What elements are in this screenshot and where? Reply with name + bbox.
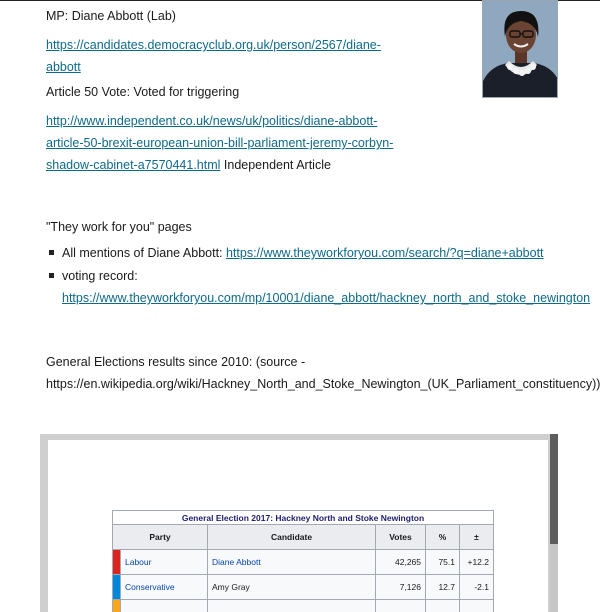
candidate-link[interactable]: Diane Abbott xyxy=(212,557,261,567)
list-item xyxy=(46,265,591,309)
twfy-heading: "They work for you" pages xyxy=(46,220,192,234)
candidate-link-line2[interactable]: abbott xyxy=(46,60,81,74)
scrollbar-thumb[interactable] xyxy=(550,434,558,544)
candidate-link-line1[interactable]: https://candidates.democracyclub.org.uk/person/2567/diane- xyxy=(46,38,381,52)
party-cell xyxy=(121,550,208,575)
mp-heading: MP: Diane Abbott (Lab) xyxy=(46,9,176,23)
change-cell: -2.1 xyxy=(460,575,494,600)
voting-record-label: voting record: xyxy=(62,269,138,283)
independent-article-label: Independent Article xyxy=(220,158,331,172)
party-cell xyxy=(121,575,208,600)
table-row xyxy=(113,575,494,600)
candidate-link-block[interactable] xyxy=(46,34,381,78)
elections-intro xyxy=(46,351,600,395)
party-link[interactable]: Labour xyxy=(125,557,152,567)
header-votes: Votes xyxy=(376,525,426,550)
votes-cell: 7,126 xyxy=(376,575,426,600)
percent-cell xyxy=(426,600,460,612)
change-cell xyxy=(460,600,494,612)
percent-cell: 75.1 xyxy=(426,550,460,575)
mentions-link[interactable]: https://www.theyworkforyou.com/search/?q=diane+abbott xyxy=(225,246,544,260)
header-change: ± xyxy=(460,525,494,550)
mp-portrait-image xyxy=(482,0,558,98)
independent-link-line3[interactable]: shadow-cabinet-a7570441.html xyxy=(46,158,221,172)
twfy-list xyxy=(46,242,591,309)
list-item xyxy=(46,242,586,264)
header-percent: % xyxy=(426,525,460,550)
party-cell xyxy=(121,600,208,612)
percent-cell: 12.7 xyxy=(426,575,460,600)
header-candidate: Candidate xyxy=(208,525,376,550)
independent-link-line1[interactable]: http://www.independent.co.uk/news/uk/politics/diane-abbott- xyxy=(46,114,378,128)
candidate-cell: Amy Gray xyxy=(208,575,376,600)
elections-intro-line1: General Elections results since 2010: (source - xyxy=(46,355,306,369)
mentions-label: All mentions of Diane Abbott: xyxy=(62,246,226,260)
candidate-cell xyxy=(208,600,376,612)
party-color-swatch xyxy=(113,575,121,600)
article50-vote: Article 50 Vote: Voted for triggering xyxy=(46,85,240,99)
table-row xyxy=(113,550,494,575)
table-header-row xyxy=(113,525,494,550)
table-caption: General Election 2017: Hackney North and Stoke Newington xyxy=(113,511,494,525)
candidate-link[interactable] xyxy=(46,38,381,74)
party-link[interactable]: Conservative xyxy=(125,582,175,592)
screenshot-scrollbar[interactable] xyxy=(550,434,558,612)
table-row-partial xyxy=(113,600,494,612)
election-results-screenshot xyxy=(40,434,558,612)
election-results-table xyxy=(112,510,494,612)
screenshot-page xyxy=(48,440,548,612)
independent-link-line2[interactable]: article-50-brexit-european-union-bill-parliament-jeremy-corbyn- xyxy=(46,136,394,150)
change-cell: +12.2 xyxy=(460,550,494,575)
votes-cell: 42,265 xyxy=(376,550,426,575)
votes-cell xyxy=(376,600,426,612)
independent-article-block xyxy=(46,110,393,176)
party-color-swatch xyxy=(113,550,121,575)
voting-record-link[interactable]: https://www.theyworkforyou.com/mp/10001/diane_abbott/hackney_north_and_stoke_newington xyxy=(62,291,591,305)
candidate-cell xyxy=(208,550,376,575)
elections-source-url: https://en.wikipedia.org/wiki/Hackney_North_and_Stoke_Newington_(UK_Parliament_constituency)) xyxy=(46,377,600,391)
header-party: Party xyxy=(113,525,208,550)
party-color-swatch xyxy=(113,600,121,612)
